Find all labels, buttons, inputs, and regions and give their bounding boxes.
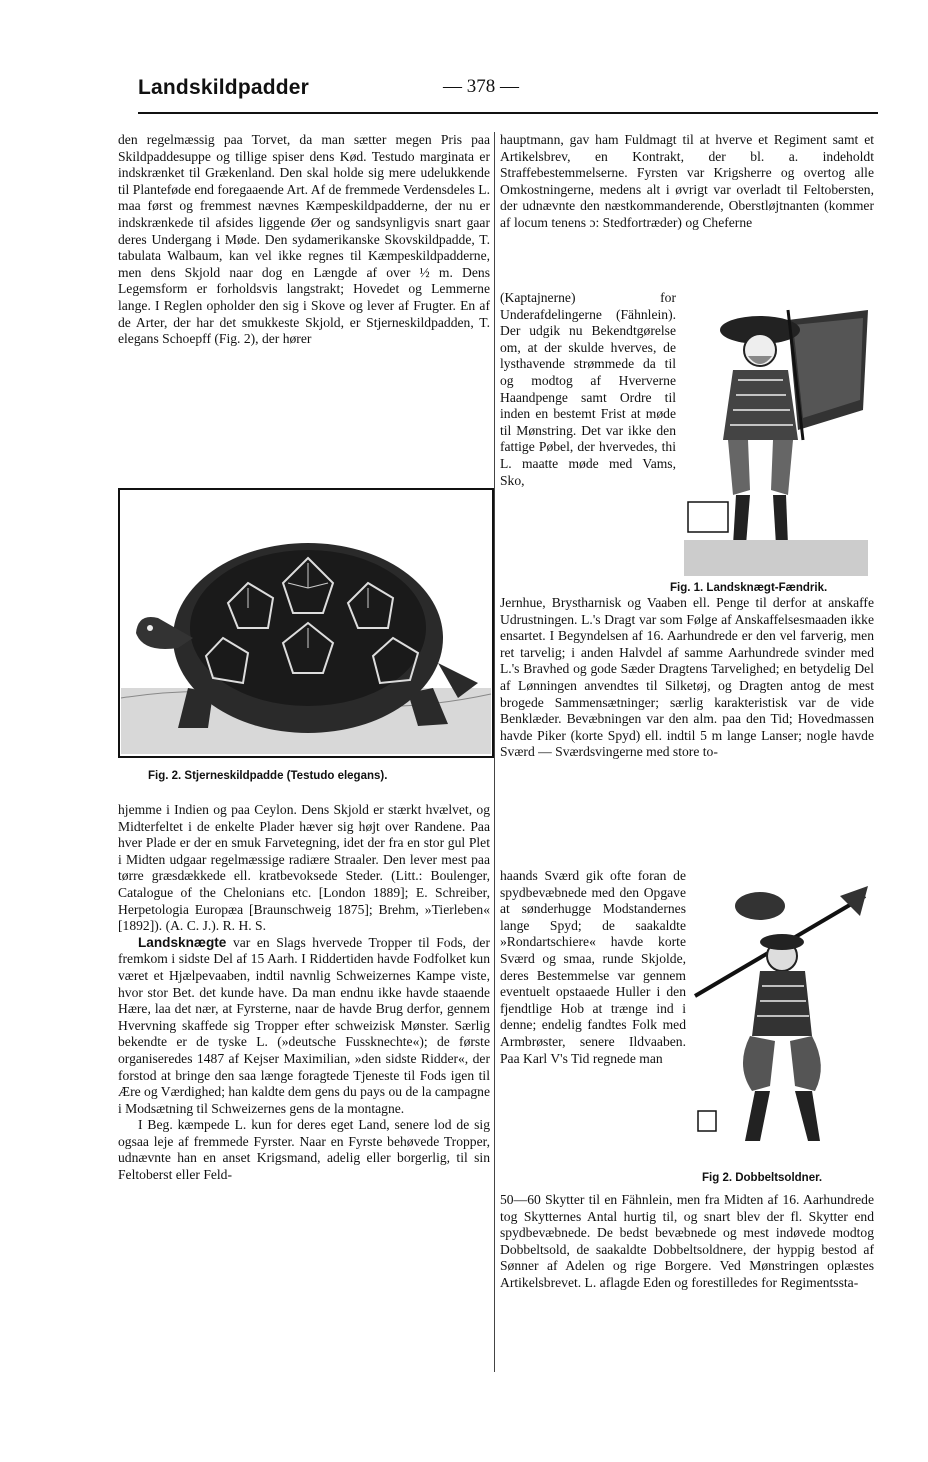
paragraph: haands Sværd gik ofte foran de spydbevæbnede med den Opgave at sønderhugge Modstandernes lange Spyd; de saakaldte »Rondartschiere« havde korte Sværd og smaa, runde Skjolde, deres Bestemmelse var gennem eventuelt opstaaede Huller i den fjendtlige Hob at trænge ind i denne; endelig fandtes Folk med Armbrøster, senere Ildvaaben. Paa Karl V's Tid regnede man [500, 868, 686, 1066]
column-divider [494, 132, 495, 1372]
running-title: Landskildpadder [138, 76, 310, 99]
entry-headword: Landsknægte [138, 934, 227, 950]
doppelsoldner-illustration [690, 876, 874, 1161]
page-header [138, 76, 878, 106]
right-column-top [500, 132, 874, 232]
figure-caption: Fig 2. Dobbeltsoldner. [702, 1172, 823, 1184]
tortoise-illustration [118, 488, 494, 758]
right-column-bottom [500, 1192, 874, 1292]
header-rule [138, 112, 878, 114]
left-column-bottom [118, 802, 490, 1184]
entry-text: var en Slags hvervede Tropper til Fods, der fremkom i sidste Del af 15 Aarh. I Riddertiden havde Fodfolket kun været et Hjælpevaaben, indtil navnlig Schweizernes Kampe viste, hvor stor Bet. det kunde have. Da man endnu ikke havde staaende Hære, laa det nær, at Fyrsterne, naar de havde Brug derfor, gennem Hvervning skaffede sig Tropper efter schweizisk Mønster. Særlig bekendte er de tyske L. (»deutsche Fussknechte«); de første organiseredes 1487 af Kejser Maximilian, »den sidste Ridder«, der forstod at bringe den saa længe foragtede Tjeneste til Fods igen til Ære og Værdighed; han kaldte dem gens du pays ou de la campagne i Modsætning til Schweizernes gens de la montagne. [118, 934, 490, 1116]
figure-caption: Fig. 1. Landsknægt-Fændrik. [670, 582, 828, 594]
paragraph: hauptmann, gav ham Fuldmagt til at hverve et Regiment samt et Artikelsbrev, en Kontrakt, der bl. a. indeholdt Straffebestemmelserne. Fyrsten var Krigsherre og overtog alle Omkostningerne, medens alt i øvrigt var overladt til Feltobersten, der udnævnte den næstkommanderende, Oberstløjtnanten (kommer af locum tenens ɔ: Stedfortræder) og Cheferne [500, 132, 874, 230]
paragraph: hjemme i Indien og paa Ceylon. Dens Skjold er stærkt hvælvet, og Midterfeltet i de enkelte Plader hæver sig højt over Randene. Paa hver Plade er der en smuk Farvetegning, idet der fra en stor gul Plet i Midten udgaar regelmæssige radiære Straaler. Den lever mest paa tørre græsdækkede ell. kratbevoksede Steder. (Litt.: Boulenger, Catalogue of the Chelonians etc. [London 1889]; E. Schreiber, Herpetologia Europæa [Braunschweig 1875]; Brehm, »Tierleben« [1892]). (A. C. J.). R. H. S. [118, 802, 490, 934]
right-column-middle [500, 595, 874, 761]
paragraph: (Kaptajnerne) for Underafdelingerne (Fähnlein). Der udgik nu Bekendtgørelse om, at der skulde hverves, de lysthavende strømmede da til og modtog af Hververne Haandpenge samt Ordre til inden en bestemt Frist at møde til Mønstring. Det var ikke den fattige Pøbel, der hvervedes, thi L. maatte møde med Vams, Sko, [500, 290, 676, 488]
figure-landsknecht-ensign [670, 290, 874, 600]
ensign-illustration [678, 290, 874, 580]
figure-doppelsoldner [690, 876, 874, 1186]
left-column-top [118, 132, 490, 348]
paragraph [118, 935, 490, 1118]
right-column-wrap-1 [500, 290, 676, 489]
paragraph: den regelmæssig paa Torvet, da man sætter megen Pris paa Skildpaddesuppe og tillige spiser dens Kød. Testudo marginata er indskrænket til Grækenland. Den skal holde sig mere udelukkende til Planteføde end foregaaende Art. Af de fremmede Verdensdeles L. maa først og fremmest nævnes Kæmpeskildpadderne, der nu er indskrænkede til afsides liggende Øer og sandsynligvis snart gaar deres Undergang i Møde. Den sydamerikanske Skovskildpadde, T. tabulata Walbaum, kan vel ikke regnes til Kæmpeskildpadderne, men dens Skjold naar dog en Længde af over ½ m. Dens Legemsform er forholdsvis langstrakt; Hovedet og Lemmerne lange. I Reglen opholder den sig i Skove og lever af Frugter. En af de Arter, der har det smukkeste Skjold, er Stjerneskildpadden, T. elegans Schoepff (Fig. 2), der hører [118, 132, 490, 347]
page-number: — 378 — [443, 76, 519, 97]
figure-tortoise [118, 488, 494, 782]
paragraph: I Beg. kæmpede L. kun for deres eget Land, senere lod de sig ogsaa leje af fremmede Fyrster. Naar en Fyrste behøvede Tropper, udnævnte han en anset Krigsmand, adelig eller borgerlig, til sin Feltoberst eller Feld- [118, 1117, 490, 1183]
right-column-wrap-2 [500, 868, 686, 1067]
paragraph: Jernhue, Brystharnisk og Vaaben ell. Penge til derfor at anskaffe Udrustningen. L.'s Dragt var som Følge af Anskaffelsesmaaden ikke ensartet. I Begyndelsen af 16. Aarhundrede er den vel farverig, men ret tarvelig; i anden Halvdel af samme Aarhundrede svinder med L.'s Bravhed og gode Sæder Dragtens Tarvelighed; en betydelig Del af Lønningen anvendtes til Silketøj, og Dragten antog de mest brogede Sammensætninger; særlig karakteristisk var de vide Benklæder. Bevæbningen var den alm. paa den Tid; Hovedmassen havde Piker (korte Spyd) ell. indtil 5 m lange Lanser; nogle havde Sværd — Sværdsvingerne med store to- [500, 595, 874, 760]
paragraph: 50—60 Skytter til en Fähnlein, men fra Midten af 16. Aarhundrede tog Skytternes Antal hurtig til, og snart blev der fl. Skytter end spydbevæbnede. De bedst bevæbnede og mest indøvede modtog Dobbeltsold, de saakaldte Dobbeltsoldnere, der hyppig bestod af Sønner af Adelen og rige Borgere. Ved Mønstringen oplæstes Artikelsbrevet. L. aflagde Eden og forestilledes for Regimentssta- [500, 1192, 874, 1290]
figure-caption: Fig. 2. Stjerneskildpadde (Testudo elegans). [148, 770, 388, 782]
